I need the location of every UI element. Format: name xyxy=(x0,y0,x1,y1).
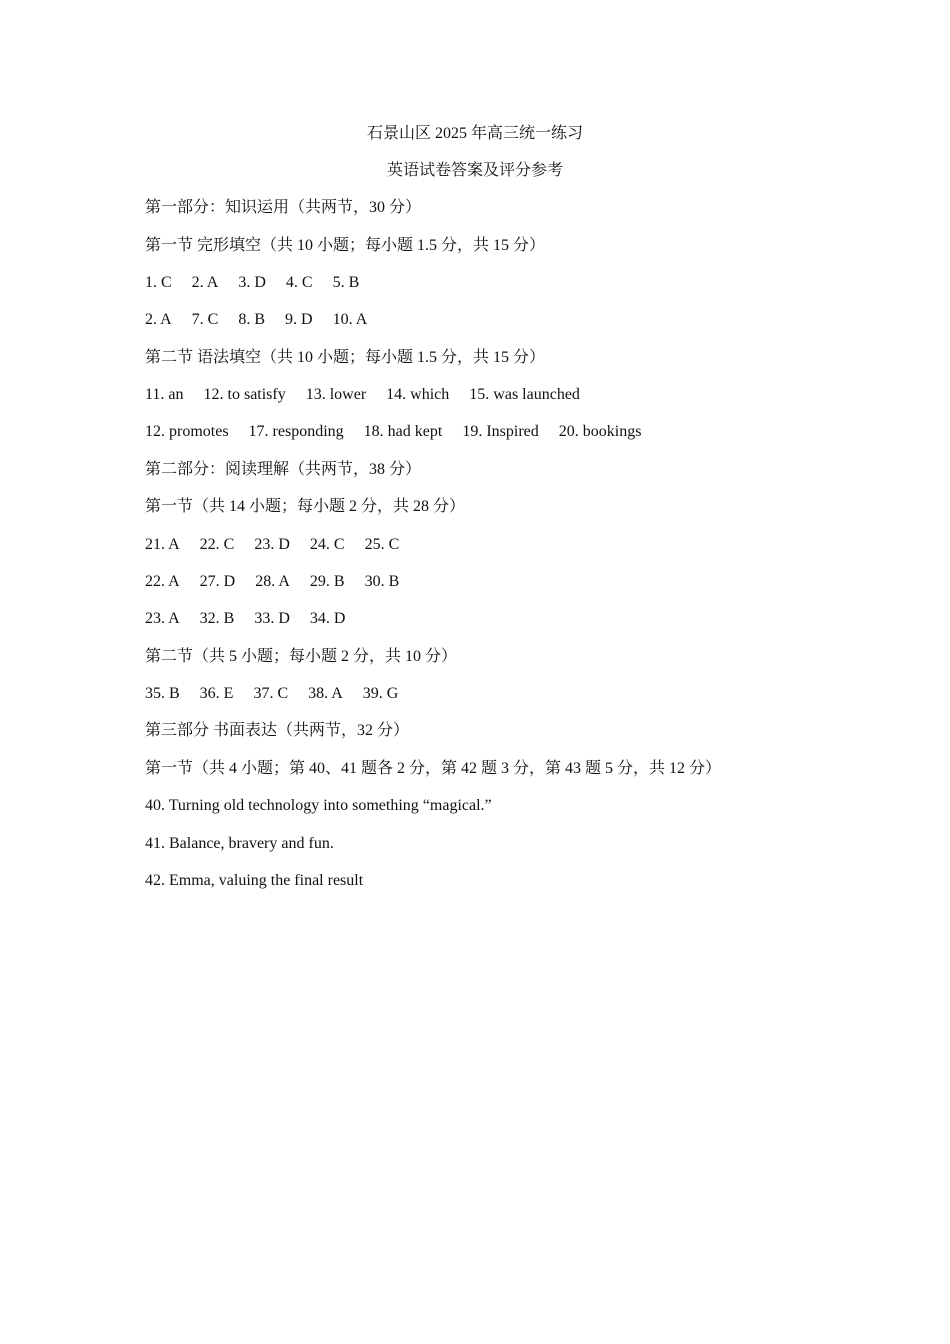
answer-item: 22. C xyxy=(199,536,235,553)
answer-row-cloze-1 xyxy=(145,273,359,293)
part2-section1-heading: 第一节（共 14 小题；每小题 2 分，共 28 分） xyxy=(145,498,466,515)
page-title: 石景山区 2025 年高三统一练习 xyxy=(366,125,583,142)
answer-item: 10. A xyxy=(332,311,368,328)
answer-row-reading-3 xyxy=(145,609,345,629)
answer-q42: 42. Emma, valuing the final result xyxy=(145,872,364,889)
part1-heading: 第一部分：知识运用（共两节，30 分） xyxy=(145,199,422,216)
part2-heading: 第二部分：阅读理解（共两节，38 分） xyxy=(145,461,422,478)
answer-item: 30. B xyxy=(364,573,400,590)
answer-item: 18. had kept xyxy=(363,423,443,440)
part1-section2-heading: 第二节 语法填空（共 10 小题；每小题 1.5 分，共 15 分） xyxy=(145,349,546,366)
answer-q40: 40. Turning old technology into something “magical.” xyxy=(145,797,492,814)
answer-item: 20. bookings xyxy=(558,423,642,440)
answer-item: 37. C xyxy=(253,685,289,702)
answer-item: 33. D xyxy=(254,610,290,627)
answer-item: 32. B xyxy=(199,610,235,627)
part2-section2-heading: 第二节（共 5 小题；每小题 2 分，共 10 分） xyxy=(145,648,458,665)
answer-item: 15. was launched xyxy=(469,386,580,403)
page-subtitle: 英语试卷答案及评分参考 xyxy=(386,162,563,179)
answer-row-sevenchoice xyxy=(145,684,398,704)
answer-item: 5. B xyxy=(332,274,360,291)
answer-item: 22. A xyxy=(145,573,180,590)
answer-item: 17. responding xyxy=(248,423,344,440)
part3-section1-heading: 第一节（共 4 小题；第 40、41 题各 2 分，第 42 题 3 分，第 43 题 5 分，共 12 分） xyxy=(145,760,722,777)
answer-item: 2. A xyxy=(191,274,219,291)
answer-item: 8. B xyxy=(238,311,266,328)
answer-item: 12. to satisfy xyxy=(203,386,286,403)
answer-item: 25. C xyxy=(364,536,400,553)
answer-item: 4. C xyxy=(285,274,313,291)
answer-item: 13. lower xyxy=(305,386,367,403)
answer-item: 34. D xyxy=(309,610,346,627)
answer-item: 35. B xyxy=(145,685,180,702)
answer-item: 24. C xyxy=(309,536,345,553)
answer-item: 36. E xyxy=(199,685,234,702)
answer-row-grammar-1 xyxy=(145,385,580,405)
answer-item: 38. A xyxy=(308,685,343,702)
answer-row-cloze-2 xyxy=(145,310,367,330)
answer-item: 21. A xyxy=(145,536,180,553)
answer-item: 29. B xyxy=(309,573,345,590)
part1-section1-heading: 第一节 完形填空（共 10 小题；每小题 1.5 分，共 15 分） xyxy=(145,237,546,254)
answer-item: 3. D xyxy=(238,274,266,291)
part3-heading: 第三部分 书面表达（共两节，32 分） xyxy=(145,722,410,739)
answer-item: 11. an xyxy=(145,386,184,403)
answer-item: 9. D xyxy=(285,311,313,328)
answer-item: 1. C xyxy=(145,274,172,291)
answer-item: 12. promotes xyxy=(145,423,229,440)
answer-item: 39. G xyxy=(362,685,399,702)
answer-item: 19. Inspired xyxy=(462,423,539,440)
answer-item: 23. A xyxy=(145,610,180,627)
answer-item: 14. which xyxy=(386,386,450,403)
answer-q41: 41. Balance, bravery and fun. xyxy=(145,835,334,852)
answer-item: 23. D xyxy=(254,536,290,553)
answer-item: 2. A xyxy=(145,311,172,328)
answer-row-grammar-2 xyxy=(145,422,641,442)
answer-item: 28. A xyxy=(255,573,290,590)
answer-item: 27. D xyxy=(199,573,236,590)
answer-row-reading-2 xyxy=(145,572,399,592)
answer-item: 7. C xyxy=(191,311,219,328)
answer-row-reading-1 xyxy=(145,535,399,555)
